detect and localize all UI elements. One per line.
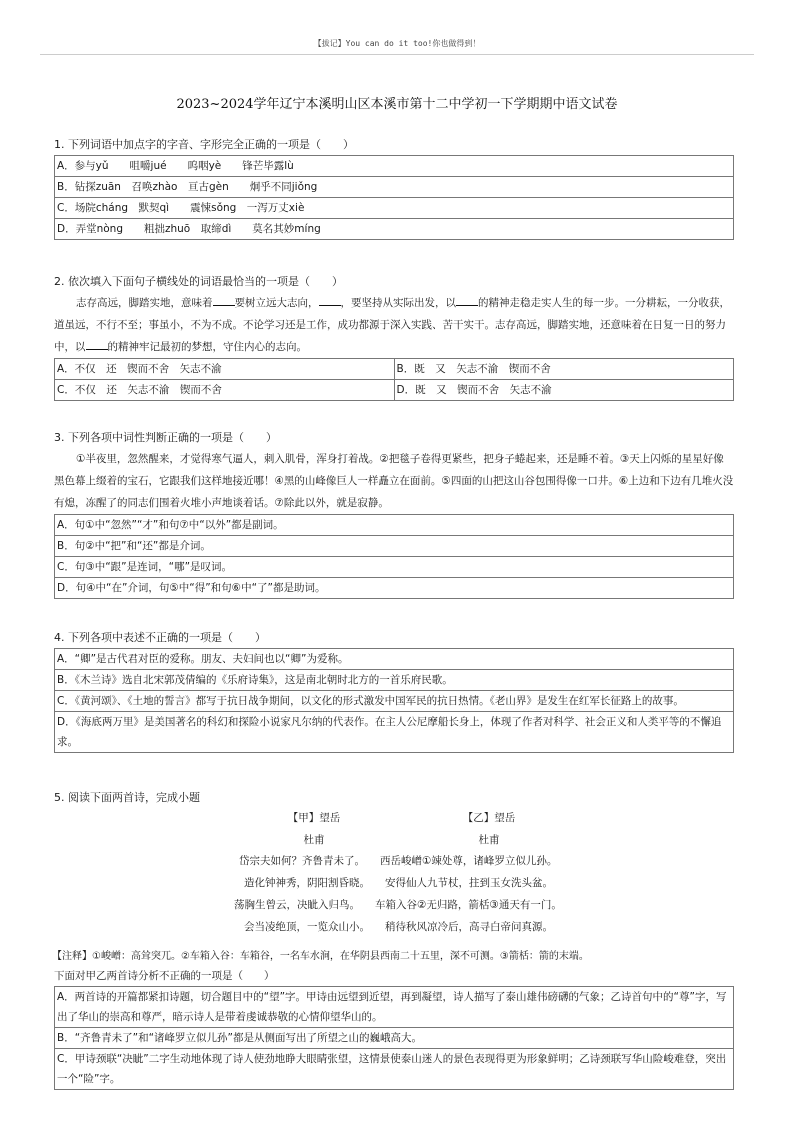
option-d[interactable]: D．句④中“在”介词，句⑤中“得”和句⑥中“了”都是助词。	[55, 578, 734, 599]
question-4-stem: 4. 下列各项中表述不正确的一项是（ ）	[54, 631, 266, 644]
option-b[interactable]: B．“齐鲁青未了”和“诸峰罗立似儿孙”都是从侧面写出了所望之山的巍峨高大。	[55, 1028, 734, 1049]
question-3-passage: ①半夜里，忽然醒来，才觉得寒气逼人，刺入肌骨，浑身打着战。②把毯子卷得更紧些，把身子蜷起来，还是睡不着。③天上闪烁的星星好像黑色幕上缀着的宝石，它跟我们这样地接近哪！④黑的山峰像巨人一样矗立在面前。⑤四面的山把这山谷包围得像一口井。⑥上边和下边有几堆火没有熄，冻醒了的同志们围着火堆小声地谈着话。⑦除此以外，就是寂静。	[54, 453, 734, 509]
question-1-stem: 1. 下列词语中加点字的字音、字形完全正确的一项是（ ）	[54, 138, 354, 151]
poem-a-author: 杜甫	[303, 834, 325, 846]
option-b[interactable]: B．钻探zuān 召唤zhào 亘古gèn 炯乎不同jiǒng	[55, 177, 734, 198]
poem-b-line: 车箱入谷②无归路，箭栝③通天有一门。	[375, 899, 562, 911]
blank-line	[456, 295, 478, 306]
option-c[interactable]: C．场院cháng 默契qì 震悚sǒng 一泻万丈xiè	[55, 198, 734, 219]
option-a[interactable]: A．参与yǔ 咀嚼jué 呜咽yè 锋芒毕露lù	[55, 156, 734, 177]
question-4-options	[54, 648, 734, 753]
option-a[interactable]: A．句①中“忽然”“才”和句⑦中“以外”都是副词。	[55, 515, 734, 536]
option-d[interactable]: D．弄堂nòng 粗拙zhuō 取缔dì 莫名其妙míng	[55, 219, 734, 240]
option-d[interactable]: D．既 又 锲而不舍 矢志不渝	[394, 380, 734, 401]
question-1-options	[54, 155, 734, 240]
exam-title: 2023~2024学年辽宁本溪明山区本溪市第十二中学初一下学期期中语文试卷	[176, 97, 618, 112]
blank-line	[86, 339, 108, 350]
poems-block	[54, 808, 734, 948]
passage-part: 志存高远，脚踏实地，意味着	[76, 297, 213, 309]
option-a[interactable]: A．两首诗的开篇都紧扣诗题，切合题目中的“望”字。甲诗由远望到近望，再到凝望，诗人描写了泰山雄伟磅礴的气象；乙诗首句中的“尊”字，写出了华山的崇高和尊严，暗示诗人是带着虔诚恭敬的心情仰望华山的。	[55, 987, 734, 1028]
question-2-options	[54, 358, 734, 401]
question-5-sub-stem: 下面对甲乙两首诗分析不正确的一项是（ ）	[54, 970, 275, 982]
poem-a-line: 会当凌绝顶，一览众山小。	[244, 921, 370, 933]
passage-part: 要树立远大志向，	[234, 297, 319, 309]
option-c[interactable]: C．句③中“跟”是连词，“哪”是叹词。	[55, 557, 734, 578]
blank-line	[319, 295, 341, 306]
question-2	[54, 274, 734, 401]
passage-part: 的精神走稳走实人生的每一步。一分耕耘，一分收获，道虽远，不行不至；事虽小，不为不成。不论学习还是工作，成功都源于深入实践、苦干实干。志存高远，脚踏实地，还意味着在日复一日的努力中，以	[54, 297, 730, 353]
question-5	[54, 790, 734, 1090]
question-3-stem: 3. 下列各项中词性判断正确的一项是（ ）	[54, 431, 277, 444]
option-b[interactable]: B．《木兰诗》选自北宋郭茂倩编的《乐府诗集》，这是南北朝时北方的一首乐府民歌。	[55, 670, 734, 691]
poem-a-line: 荡胸生曾云，决眦入归鸟。	[234, 899, 360, 911]
poem-b-line: 西岳峻嶒①竦处尊，诸峰罗立似儿孙。	[380, 855, 558, 867]
option-b[interactable]: B．既 又 矢志不渝 锲而不舍	[394, 359, 734, 380]
poem-notes: 【注释】①峻嶒：高耸突兀。②车箱入谷：车箱谷，一名车水涧，在华阴县西南二十五里，深不可测。③箭栝：箭的末端。	[52, 951, 589, 962]
poem-b-title: 【乙】望岳	[462, 812, 516, 824]
poem-b-line: 稍待秋风凉冷后，高寻白帝问真源。	[385, 921, 553, 933]
header-divider	[40, 54, 754, 55]
poem-a-line: 造化钟神秀，阴阳割昏晓。	[244, 877, 370, 889]
question-2-passage	[54, 292, 734, 358]
question-5-options	[54, 986, 734, 1090]
poem-b-author: 杜甫	[478, 834, 500, 846]
option-d[interactable]: D．《海底两万里》是美国著名的科幻和探险小说家凡尔纳的代表作。在主人公尼摩船长身上，体现了作者对科学、社会正义和人类平等的不懈追求。	[55, 712, 734, 753]
option-a[interactable]: A．不仅 还 锲而不舍 矢志不渝	[55, 359, 395, 380]
question-4	[54, 630, 734, 753]
passage-part: ，要坚持从实际出发，以	[340, 297, 456, 309]
question-3	[54, 430, 734, 599]
question-2-stem: 2. 依次填入下面句子横线处的词语最恰当的一项是（ ）	[54, 275, 343, 288]
option-b[interactable]: B．句②中“把”和“还”都是介词。	[55, 536, 734, 557]
poem-a-title: 【甲】望岳	[287, 812, 341, 824]
question-1	[54, 137, 734, 240]
option-c[interactable]: C．甲诗颈联“决眦”二字生动地体现了诗人使劲地睁大眼睛张望，这情景使泰山迷人的景色表现得更为形象鲜明；乙诗颈联写华山险峻难登，突出一个“险”字。	[55, 1049, 734, 1090]
poem-b-line: 安得仙人九节杖，拄到玉女洗头盆。	[385, 877, 553, 889]
poem-a-line: 岱宗夫如何？齐鲁青未了。	[239, 855, 365, 867]
question-3-options	[54, 514, 734, 599]
question-5-stem: 5. 阅读下面两首诗，完成小题	[54, 791, 200, 804]
option-a[interactable]: A．“卿”是古代君对臣的爱称。朋友、夫妇间也以“卿”为爱称。	[55, 649, 734, 670]
option-c[interactable]: C．不仅 还 矢志不渝 锲而不舍	[55, 380, 395, 401]
option-c[interactable]: C．《黄河颂》、《土地的誓言》都写于抗日战争期间，以文化的形式激发中国军民的抗日热情。《老山界》是发生在红军长征路上的故事。	[55, 691, 734, 712]
blank-line	[213, 295, 235, 306]
page-header: 【拔记】You can do it too!你也做得到！	[313, 39, 481, 48]
passage-part: 的精神牢记最初的梦想，守住内心的志向。	[107, 341, 307, 353]
